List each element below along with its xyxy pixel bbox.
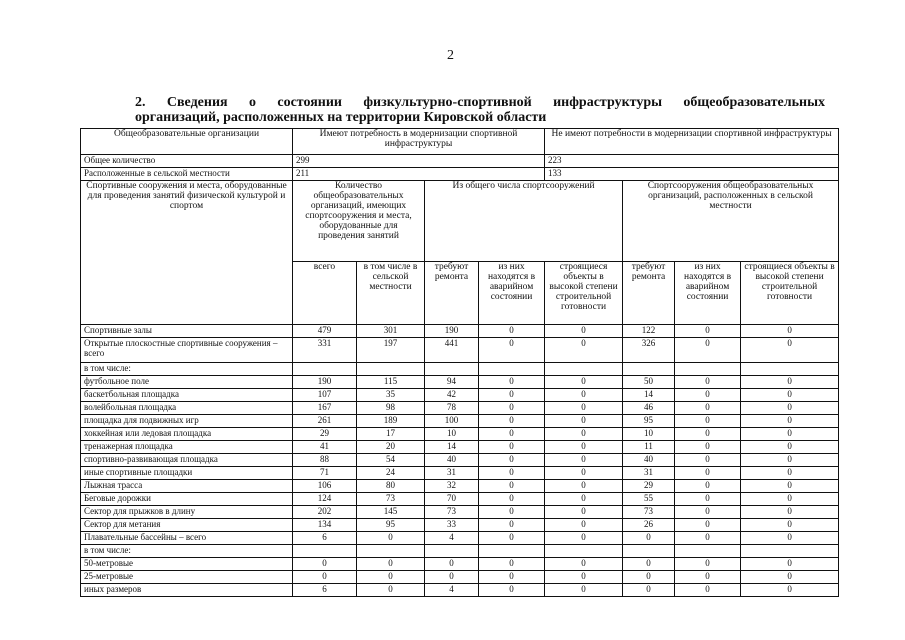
title-line-1: 2. Сведения о состоянии физкультурно-спортивной инфраструктуры общеобразовательных: [135, 95, 825, 110]
row-value: 0: [675, 480, 741, 493]
row-value: 10: [425, 428, 479, 441]
row-value: 71: [293, 467, 357, 480]
header-emergency-rural: из них находятся в аварийном состоянии: [675, 262, 741, 325]
row-value: 0: [741, 571, 839, 584]
summary-noneed: 223: [545, 155, 839, 168]
summary-label: Расположенные в сельской местности: [81, 168, 293, 181]
row-value: [741, 363, 839, 376]
summary-noneed: 133: [545, 168, 839, 181]
title-line-2: организаций, расположенных на территории Кировской области: [135, 110, 547, 125]
row-value: [741, 545, 839, 558]
header-facilities: Спортивные сооружения и места, оборудованные для проведения занятий физической культурой и спортом: [81, 181, 293, 325]
row-value: 6: [293, 584, 357, 597]
row-value: 0: [741, 584, 839, 597]
row-value: 441: [425, 338, 479, 363]
row-value: 0: [479, 325, 545, 338]
row-value: 98: [357, 402, 425, 415]
row-value: 0: [741, 493, 839, 506]
header-rural: Спортсооружения общеобразовательных организаций, расположенных в сельской местности: [623, 181, 839, 262]
row-value: 0: [741, 454, 839, 467]
row-value: 29: [293, 428, 357, 441]
row-value: 0: [479, 415, 545, 428]
page-number: 2: [447, 48, 454, 63]
row-value: 42: [425, 389, 479, 402]
row-value: 0: [741, 441, 839, 454]
header-emergency: из них находятся в аварийном состоянии: [479, 262, 545, 325]
row-value: 0: [479, 493, 545, 506]
row-label: Открытые плоскостные спортивные сооружения – всего: [81, 338, 293, 363]
row-value: 0: [545, 584, 623, 597]
header-repair-rural: требуют ремонта: [623, 262, 675, 325]
row-value: 0: [675, 402, 741, 415]
table-row: [81, 467, 839, 480]
table-row: [81, 532, 839, 545]
row-value: 4: [425, 532, 479, 545]
row-value: 40: [623, 454, 675, 467]
table-row: [81, 584, 839, 597]
row-value: 0: [545, 389, 623, 402]
table-row: [81, 415, 839, 428]
row-value: 0: [545, 415, 623, 428]
row-value: 0: [293, 571, 357, 584]
row-value: 11: [623, 441, 675, 454]
table-row: [81, 571, 839, 584]
row-value: 145: [357, 506, 425, 519]
section-title: [135, 95, 825, 125]
row-value: [545, 545, 623, 558]
row-value: 31: [425, 467, 479, 480]
row-value: 0: [545, 428, 623, 441]
row-label: тренажерная площадка: [81, 441, 293, 454]
table-row: [81, 493, 839, 506]
row-value: 0: [357, 532, 425, 545]
row-value: 26: [623, 519, 675, 532]
row-value: 106: [293, 480, 357, 493]
table-row: [81, 363, 839, 376]
row-value: 0: [545, 480, 623, 493]
header-construction-rural: строящиеся объекты в высокой степени строительной готовности: [741, 262, 839, 325]
row-value: 0: [623, 584, 675, 597]
row-value: 124: [293, 493, 357, 506]
table-row: [81, 441, 839, 454]
row-value: 0: [545, 467, 623, 480]
row-value: 0: [479, 402, 545, 415]
row-value: [675, 363, 741, 376]
row-value: 0: [479, 480, 545, 493]
table-row: [81, 519, 839, 532]
row-value: 107: [293, 389, 357, 402]
row-value: 0: [741, 558, 839, 571]
summary-col-need: Имеют потребность в модернизации спортивной инфраструктуры: [293, 129, 545, 155]
row-value: 0: [741, 402, 839, 415]
header-construction: строящиеся объекты в высокой степени строительной готовности: [545, 262, 623, 325]
row-value: 10: [623, 428, 675, 441]
row-value: [675, 545, 741, 558]
summary-col-org: Общеобразовательные организации: [81, 129, 293, 155]
row-value: [479, 363, 545, 376]
row-value: 0: [623, 558, 675, 571]
row-value: 0: [741, 480, 839, 493]
row-label: 25-метровые: [81, 571, 293, 584]
row-value: 0: [479, 584, 545, 597]
row-value: 0: [675, 519, 741, 532]
row-value: 0: [675, 376, 741, 389]
table-row: [81, 402, 839, 415]
row-value: 17: [357, 428, 425, 441]
row-value: [425, 363, 479, 376]
row-value: 0: [741, 532, 839, 545]
row-value: 0: [675, 441, 741, 454]
row-value: 6: [293, 532, 357, 545]
row-value: 0: [741, 428, 839, 441]
row-value: 88: [293, 454, 357, 467]
row-value: 0: [545, 441, 623, 454]
row-value: 0: [675, 532, 741, 545]
data-body: [81, 325, 839, 597]
row-value: 0: [623, 532, 675, 545]
summary-col-noneed: Не имеют потребности в модернизации спортивной инфраструктуры: [545, 129, 839, 155]
row-value: 0: [545, 325, 623, 338]
row-value: 73: [357, 493, 425, 506]
summary-label: Общее количество: [81, 155, 293, 168]
row-value: 261: [293, 415, 357, 428]
row-value: 0: [545, 519, 623, 532]
row-value: 0: [545, 454, 623, 467]
row-value: 0: [675, 338, 741, 363]
row-value: 33: [425, 519, 479, 532]
row-label: площадка для подвижных игр: [81, 415, 293, 428]
row-value: 35: [357, 389, 425, 402]
row-value: 0: [741, 415, 839, 428]
table-row: [81, 480, 839, 493]
header-repair: требуют ремонта: [425, 262, 479, 325]
row-value: 0: [741, 389, 839, 402]
infrastructure-table: [80, 128, 839, 597]
row-value: 0: [545, 376, 623, 389]
row-value: 0: [675, 584, 741, 597]
row-value: 0: [741, 376, 839, 389]
row-value: 301: [357, 325, 425, 338]
row-value: 94: [425, 376, 479, 389]
row-value: 0: [293, 558, 357, 571]
row-value: [623, 545, 675, 558]
row-value: 50: [623, 376, 675, 389]
summary-need: 211: [293, 168, 545, 181]
row-value: 100: [425, 415, 479, 428]
row-label: Спортивные залы: [81, 325, 293, 338]
row-value: 122: [623, 325, 675, 338]
row-value: 0: [479, 441, 545, 454]
row-value: 73: [623, 506, 675, 519]
row-value: 0: [479, 532, 545, 545]
row-value: 0: [623, 571, 675, 584]
row-value: 190: [425, 325, 479, 338]
row-value: 73: [425, 506, 479, 519]
row-value: 54: [357, 454, 425, 467]
row-label: 50-метровые: [81, 558, 293, 571]
header-rural-sub: в том числе в сельской местности: [357, 262, 425, 325]
row-value: 202: [293, 506, 357, 519]
row-label: иных размеров: [81, 584, 293, 597]
row-value: [357, 545, 425, 558]
row-value: 95: [357, 519, 425, 532]
row-value: 115: [357, 376, 425, 389]
row-value: 0: [545, 402, 623, 415]
row-label: хоккейная или ледовая площадка: [81, 428, 293, 441]
row-value: 0: [479, 519, 545, 532]
row-label: спортивно-развивающая площадка: [81, 454, 293, 467]
table-row: [81, 454, 839, 467]
table-row: [81, 389, 839, 402]
row-value: [623, 363, 675, 376]
row-value: 0: [479, 506, 545, 519]
row-label: Плавательные бассейны – всего: [81, 532, 293, 545]
row-value: 0: [425, 558, 479, 571]
row-value: 0: [357, 558, 425, 571]
row-label: футбольное поле: [81, 376, 293, 389]
table-row: [81, 558, 839, 571]
row-value: 0: [545, 571, 623, 584]
row-value: [357, 363, 425, 376]
row-label: волейбольная площадка: [81, 402, 293, 415]
row-value: 0: [479, 454, 545, 467]
row-value: 0: [545, 338, 623, 363]
row-value: 0: [545, 558, 623, 571]
row-value: 0: [675, 571, 741, 584]
row-value: 0: [675, 415, 741, 428]
row-label: Лыжная трасса: [81, 480, 293, 493]
row-value: 20: [357, 441, 425, 454]
summary-header-row: [81, 129, 839, 155]
row-value: 0: [741, 325, 839, 338]
row-label: Беговые дорожки: [81, 493, 293, 506]
row-value: 0: [479, 389, 545, 402]
row-value: 14: [623, 389, 675, 402]
row-value: 0: [545, 506, 623, 519]
row-value: 29: [623, 480, 675, 493]
row-value: 0: [479, 571, 545, 584]
row-value: [425, 545, 479, 558]
row-value: [293, 363, 357, 376]
row-value: 78: [425, 402, 479, 415]
table-row: [81, 428, 839, 441]
table-row: [81, 545, 839, 558]
row-value: 0: [675, 467, 741, 480]
row-label: в том числе:: [81, 545, 293, 558]
table-row: [81, 506, 839, 519]
row-value: 0: [675, 506, 741, 519]
row-value: 0: [741, 467, 839, 480]
summary-row: [81, 168, 839, 181]
row-value: 40: [425, 454, 479, 467]
row-value: [545, 363, 623, 376]
row-value: 190: [293, 376, 357, 389]
row-value: 32: [425, 480, 479, 493]
row-label: иные спортивные площадки: [81, 467, 293, 480]
row-value: 0: [545, 493, 623, 506]
row-value: 31: [623, 467, 675, 480]
row-value: 0: [741, 338, 839, 363]
row-value: 70: [425, 493, 479, 506]
table-row: [81, 376, 839, 389]
row-value: 0: [675, 493, 741, 506]
row-value: 55: [623, 493, 675, 506]
summary-row: [81, 155, 839, 168]
detail-header-row: [81, 181, 839, 262]
row-value: 0: [479, 338, 545, 363]
row-value: 0: [479, 467, 545, 480]
row-value: 0: [675, 428, 741, 441]
header-count: Количество общеобразовательных организаций, имеющих спортсооружения и места, оборудованные для проведения занятий: [293, 181, 425, 262]
row-value: 0: [479, 428, 545, 441]
row-value: 0: [357, 571, 425, 584]
row-label: баскетбольная площадка: [81, 389, 293, 402]
row-value: 0: [675, 325, 741, 338]
row-value: 197: [357, 338, 425, 363]
row-value: 331: [293, 338, 357, 363]
row-value: 0: [425, 571, 479, 584]
row-value: 0: [741, 506, 839, 519]
summary-need: 299: [293, 155, 545, 168]
header-total: всего: [293, 262, 357, 325]
row-label: в том числе:: [81, 363, 293, 376]
row-value: 95: [623, 415, 675, 428]
row-value: [293, 545, 357, 558]
row-value: [479, 545, 545, 558]
row-value: 0: [675, 454, 741, 467]
row-value: 0: [479, 558, 545, 571]
row-value: 479: [293, 325, 357, 338]
row-value: 24: [357, 467, 425, 480]
row-value: 80: [357, 480, 425, 493]
row-value: 0: [357, 584, 425, 597]
row-value: 0: [741, 519, 839, 532]
table-row: [81, 325, 839, 338]
row-value: 4: [425, 584, 479, 597]
row-value: 134: [293, 519, 357, 532]
row-value: 0: [479, 376, 545, 389]
row-value: 14: [425, 441, 479, 454]
row-value: 0: [675, 389, 741, 402]
row-value: 189: [357, 415, 425, 428]
row-value: 46: [623, 402, 675, 415]
row-label: Сектор для прыжков в длину: [81, 506, 293, 519]
row-value: 0: [675, 558, 741, 571]
row-value: 0: [545, 532, 623, 545]
row-label: Сектор для метания: [81, 519, 293, 532]
header-from-total: Из общего числа спортсооружений: [425, 181, 623, 262]
row-value: 326: [623, 338, 675, 363]
row-value: 41: [293, 441, 357, 454]
table-row: [81, 338, 839, 363]
row-value: 167: [293, 402, 357, 415]
